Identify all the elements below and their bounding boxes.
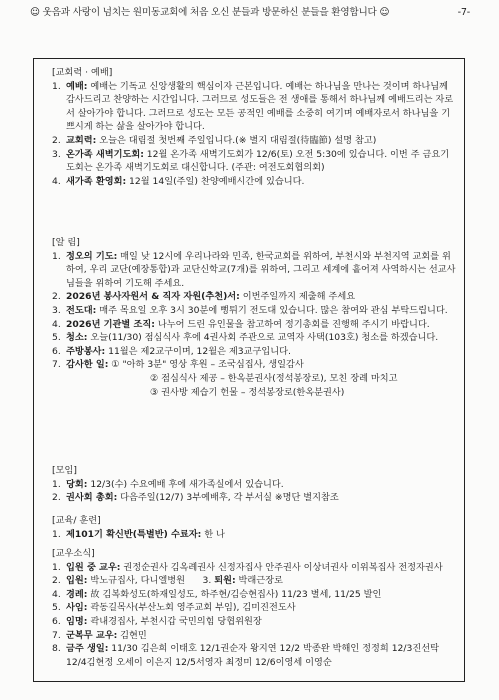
list-item: 2. 입원: 박노규집사, 다니엘병원 3. 퇴원: 박래근장로 bbox=[52, 575, 283, 587]
list-item: 2. 권사회 총회: 다음주일(12/7) 3부예배후, 각 부서실 ※명단 별지참조 bbox=[52, 492, 339, 504]
list-item: 6. 임명: 곽내경집사, 부천시갑 국민의힘 당협위원장 bbox=[52, 615, 262, 627]
section-education bbox=[52, 514, 457, 541]
page-header bbox=[30, 6, 470, 20]
section-church-calendar bbox=[52, 66, 457, 188]
list-item: 6. 주방봉사: 11월은 제2교구이며, 12월은 제3교구입니다. bbox=[52, 345, 291, 357]
list-item: 5. 사임: 곽동길목사(부산노회 영주교회 부임), 김미진전도사 bbox=[52, 602, 296, 614]
section-title: [알 림] bbox=[52, 237, 80, 248]
list-item: 7. 군복무 교우: 김현민 bbox=[52, 629, 147, 641]
section-notices bbox=[52, 236, 457, 399]
list-item: 1. 당회: 12/3(수) 수요예배 후에 새가족실에서 있습니다. bbox=[52, 478, 284, 490]
section-title: [모임] bbox=[52, 465, 77, 476]
header-text: ☺ 웃음과 사랑이 넘치는 원미동교회에 처음 오신 분들과 방문하신 분들을 환영합니다 ☺ bbox=[30, 7, 390, 18]
section-church-news bbox=[52, 547, 457, 669]
list-item: 3. 전도대: 매주 목요일 오후 3시 30분에 뻥튀기 전도대 있습니다. 많은 참여와 관심 부탁드립니다. bbox=[52, 304, 448, 316]
list-item: 1. 정오의 기도: 매일 낮 12시에 우리나라와 민족, 한국교회를 위하여, 부천시와 부천지역 교회를 위하여, 우리 교단(예장통합)과 교단신학교(7개)를 위하여, 그리고 세계에 흩어져 사역하시는 선교사님들을 위하여 기도해 주세요. bbox=[52, 250, 456, 289]
list-item: 5. 청소: 오늘(11/30) 점심식사 후에 4권사회 주관으로 교역자 사택(103호) 청소를 하겠습니다. bbox=[52, 332, 439, 344]
list-item: 7. 감사한 일: ① "아하 3분" 영상 후원 – 조국심집사, 생일감사 bbox=[52, 359, 304, 371]
list-item: 1. 제101기 확신반(특별반) 수료자: 한 나 bbox=[52, 528, 225, 540]
list-item: 1. 입원 중 교우: 권정순권사 김옥례권사 신정자집사 안주권사 이상녀권사 이위복집사 전정자권사 bbox=[52, 561, 443, 573]
list-item: 4. 경례: 故 김복화성도(하재일성도, 하주현/김승현집사) 11/23 별세, 11/25 발인 bbox=[52, 588, 382, 600]
thanks-line: ③ 권사방 제습기 헌물 – 정석봉장로(한옥분권사) bbox=[150, 386, 345, 398]
thanks-line: ② 점심식사 제공 – 한옥분권사(정석봉장로), 모친 장례 마치고 bbox=[150, 372, 398, 384]
section-meetings bbox=[52, 464, 457, 505]
list-item: 2. 2026년 봉사자원서 & 직자 자원(추천)서: 이번주일까지 제출해 주세요 bbox=[52, 291, 356, 303]
list-item: 1. 예배: 예배는 기독교 신앙생활의 핵심이자 근본입니다. 예배는 하나님을 만나는 것이며 하나님께 감사드리고 찬양하는 시간입니다. 그러므로 성도들은 전 생애를 통해서 하나님께 예배드리는 자로서 살아가야 합니다. 그러므로 성도는 모든 공적인 예배를 소중히 여기며 예배자로서 하나님을 기쁘시게 하는 삶을 살아가야 합니다. bbox=[52, 80, 454, 133]
list-item: 8. 금주 생일: 11/30 김은희 이태호 12/1권순자 왕지연 12/2 박종완 박해인 정정희 12/3진선탁 12/4김현정 오세이 이은지 12/5서영자 최정미 12/6이영세 이영순 bbox=[52, 643, 439, 668]
section-title: [교육/ 훈련] bbox=[52, 515, 101, 526]
section-title: [교우소식] bbox=[52, 548, 95, 559]
page-number: -7- bbox=[457, 7, 470, 18]
list-item: 3. 온가족 새벽기도회: 12월 온가족 새벽기도회가 12/6(토) 오전 5:30에 있습니다. 이번 주 금요기도회는 온가족 새벽기도회로 대신합니다. (주관: 여전도회협의회) bbox=[52, 148, 450, 174]
list-item: 4. 2026년 기관별 조직: 나누어 드린 유인물을 참고하여 정기총회를 진행해 주시기 바랍니다. bbox=[52, 318, 430, 330]
list-item: 4. 새가족 환영회: 12월 14일(주일) 찬양예배시간에 있습니다. bbox=[52, 175, 305, 187]
list-item: 2. 교회력: 오늘은 대림절 첫번째 주일입니다.(※ 별지 대림절(待臨節) 설명 참고) bbox=[52, 134, 377, 146]
section-title: [교회력 · 예배] bbox=[52, 67, 113, 78]
